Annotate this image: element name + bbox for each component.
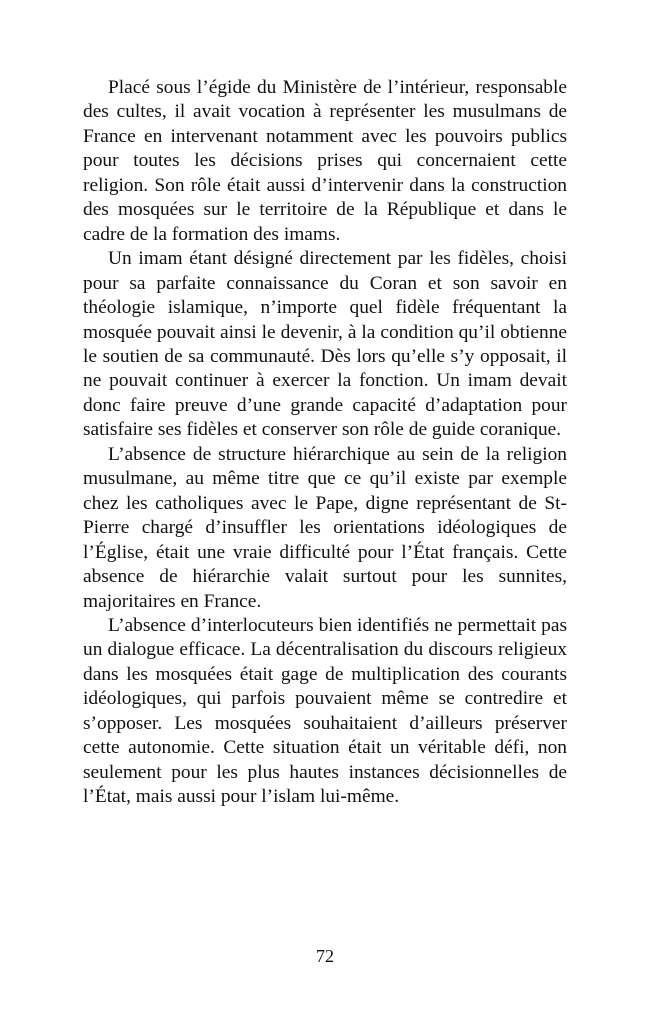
paragraph-1: Placé sous l’égide du Ministère de l’intérieur, responsable des cultes, il avait vocation à représenter les musulmans de France en intervenant notamment avec les pouvoirs publics pour toutes les décisions prises qui concernaient cette religion. Son rôle était aussi d’intervenir dans la construction des mosquées sur le territoire de la République et dans le cadre de la formation des imams. [83, 77, 567, 245]
paragraph-4: L’absence d’interlocuteurs bien identifiés ne permettait pas un dialogue efficace. La décentralisation du discours religieux dans les mosquées était gage de multiplication des courants idéologiques, qui parfois pouvaient même se contredire et s’opposer. Les mosquées souhaitaient d’ailleurs préserver cette autonomie. Cette situation était un véritable défi, non seulement pour les plus hautes instances décisionnelles de l’État, mais aussi pour l’islam lui-même. [83, 614, 567, 808]
paragraph-2: Un imam étant désigné directement par les fidèles, choisi pour sa parfaite connaissance du Coran et son savoir en théologie islamique, n’importe quel fidèle fréquentant la mosquée pouvait ainsi le devenir, à la condition qu’il obtienne le soutien de sa communauté. Dès lors qu’elle s’y opposait, il ne pouvait continuer à exercer la fonction. Un imam devait donc faire preuve d’une grande capacité d’adaptation pour satisfaire ses fidèles et conserver son rôle de guide coranique. [83, 248, 567, 441]
paragraph-3: L’absence de structure hiérarchique au sein de la religion musulmane, au même titre que ce qu’il existe par exemple chez les catholiques avec le Pape, digne représentant de St-Pierre chargé d’insuffler les orientations idéologiques de l’Église, était une vraie difficulté pour l’État français. Cette absence de hiérarchie valait surtout pour les sunnites, majoritaires en France. [83, 443, 567, 612]
page-body [83, 76, 567, 810]
page-number: 72 [316, 946, 334, 966]
